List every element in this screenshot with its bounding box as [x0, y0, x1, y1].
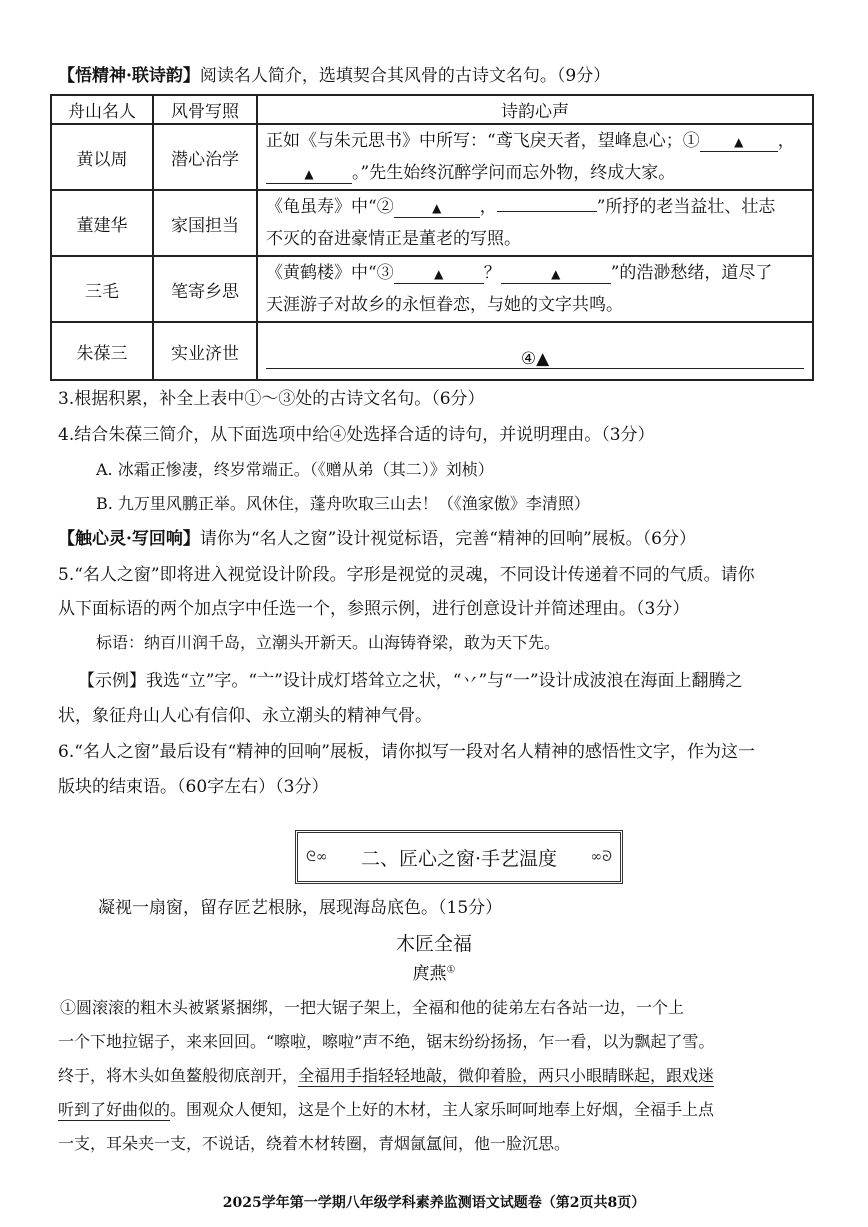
header-trait: 风骨写照: [153, 95, 257, 124]
para-text: 终于，将木头如鱼鳌般彻底剖开，: [58, 1066, 299, 1085]
answer-blank-1a[interactable]: [700, 132, 778, 152]
blank-mark: ▲: [734, 135, 744, 149]
row-verse: [257, 190, 813, 256]
blank-mark: ▲: [434, 267, 444, 281]
verse-text: 天涯游子对故乡的永恒眷恋，与她的文字共鸣。: [266, 295, 623, 315]
para-line: 一个下地拉锯子，来来回回。“嚓啦，嚓啦”声不绝，锯末纷纷扬扬，乍一看，以为飘起了雪。: [58, 1032, 715, 1051]
table-row: [51, 190, 813, 256]
intro-tag: 【悟精神·联诗韵】: [58, 66, 200, 86]
author: 庹燕: [412, 964, 447, 984]
blank-mark: ▲: [551, 267, 561, 281]
author-note: ①: [446, 964, 456, 976]
answer-blank-3b[interactable]: [501, 264, 611, 284]
question-6-line-2: 版块的结束语。（60字左右）（3分）: [58, 777, 329, 797]
author-line: [0, 959, 868, 984]
table-row: [51, 256, 813, 322]
underlined-text: 全福用手指轻轻地敲，微仰着脸，两只小眼睛眯起，跟戏迷: [298, 1066, 715, 1085]
page-footer: 2025学年第一学期八年级学科素养监测语文试题卷（第2页共8页）: [222, 1195, 646, 1211]
row-trait: 笔寄乡思: [153, 256, 257, 322]
blank-mark: ▲: [432, 201, 442, 215]
para-text: 。围观众人便知，这是个上好的木材，主人家乐呵呵地奉上好烟，全福手上点: [170, 1100, 715, 1119]
section-intro: 凝视一扇窗，留存匠艺根脉，展现海岛底色。（15分）: [98, 898, 503, 918]
answer-blank-2b[interactable]: [497, 211, 597, 212]
row-name: 黄以周: [51, 124, 153, 190]
verse-text: ？: [483, 263, 501, 283]
para-line: [58, 1059, 818, 1093]
intro-line: [58, 65, 610, 87]
question-3: 3.根据积累，补全上表中①～③处的古诗文名句。（6分）: [58, 389, 485, 409]
row-name: 朱葆三: [51, 322, 153, 380]
table-row: [51, 124, 813, 190]
article-paragraph-1: [58, 991, 818, 1161]
question-6-line-1: 6.“名人之窗”最后设有“精神的回响”展板，请你拟写一段对名人精神的感悟性文字，作为这一: [58, 742, 755, 762]
row-verse: 正如《与朱元思书》中所写：“鸢飞戾天者，望峰息心；① ▲ ， ▲ 。”先生始终沉醉学问而忘外物，终成大家。: [257, 124, 813, 190]
question-5-line-2: 从下面标语的两个加点字中任选一个，参照示例，进行创意设计并简述理由。（3分）: [58, 599, 690, 619]
table-header-row: [51, 95, 813, 124]
table-row: [51, 322, 813, 380]
verse-text: ，: [479, 197, 497, 217]
section-title-box: [295, 830, 623, 884]
article-title: 木匠全福: [395, 933, 472, 955]
header-name: 舟山名人: [51, 95, 153, 124]
row-verse: [257, 256, 813, 322]
answer-blank-3a[interactable]: [394, 264, 484, 284]
blank-mark: ▲: [304, 167, 314, 181]
row-name: 三毛: [51, 256, 153, 322]
example-line-2: 状，象征舟山人心有信仰、永立潮头的精神气骨。: [58, 706, 432, 726]
para-line: 一支，耳朵夹一支，不说话，绕着木材转圈，青烟氤氲间，他一脸沉思。: [58, 1134, 571, 1153]
header-verse: 诗韵心声: [257, 95, 813, 124]
touch-tag: 【触心灵·写回响】: [58, 529, 200, 549]
example-line-1: 【示例】我选“立”字。“亠”设计成灯塔耸立之状，“丷”与“一”设计成波浪在海面上翻腾之: [78, 671, 743, 691]
para-line: ①圆滚滚的粗木头被紧紧捆绑，一把大锯子架上，全福和他的徒弟左右各站一边，一个上: [60, 998, 685, 1017]
intro-text: 阅读名人简介，选填契合其风骨的古诗文名句。（9分）: [199, 66, 611, 86]
touch-line: [58, 528, 696, 550]
verse-text: 《龟虽寿》中“②: [266, 197, 394, 217]
verse-text: ”的浩渺愁绪，道尽了: [610, 263, 773, 283]
para-line: [58, 1093, 818, 1127]
verse-text: 正如《与朱元思书》中所写：“鸢飞戾天者，望峰息心；①: [266, 131, 700, 151]
section-title: 二、匠心之窗·手艺温度: [360, 847, 558, 870]
underlined-text: 听到了好曲似的: [58, 1100, 171, 1119]
option-a: A. 冰霜正惨凄，终岁常端正。（《赠从弟（其二）》刘桢）: [96, 460, 494, 479]
touch-text: 请你为“名人之窗”设计视觉标语，完善“精神的回响”展板。（6分）: [199, 529, 697, 549]
row-name: 董建华: [51, 190, 153, 256]
answer-blank-2a[interactable]: [394, 198, 480, 218]
verse-text: 《黄鹤楼》中“③: [266, 263, 394, 283]
row-verse: [257, 322, 813, 380]
question-4: 4.结合朱葆三简介，从下面选项中给④处选择合适的诗句，并说明理由。（3分）: [58, 425, 655, 445]
verse-text: 。”先生始终沉醉学问而忘外物，终成大家。: [352, 163, 676, 183]
answer-label-4: ④▲: [520, 349, 550, 369]
row-trait: 实业济世: [153, 322, 257, 380]
slogan: 标语：纳百川润千岛，立潮头开新天。山海铸脊梁，敢为天下先。: [96, 633, 561, 652]
row-trait: 潜心治学: [153, 124, 257, 190]
row-trait: 家国担当: [153, 190, 257, 256]
scroll-ornament-icon: ∞ᘐ: [590, 849, 612, 865]
verse-text: 不灭的奋进豪情正是董老的写照。: [266, 229, 521, 249]
answer-blank-1b[interactable]: [266, 164, 352, 184]
scroll-ornament-icon: ᘓ∞: [306, 849, 328, 865]
verse-text: ”所抒的老当益壮、壮志: [596, 197, 776, 217]
poetry-table: [50, 94, 814, 381]
question-5-line-1: 5.“名人之窗”即将进入视觉设计阶段。字形是视觉的灵魂，不同设计传递着不同的气质。请你: [58, 565, 755, 585]
option-b: B. 九万里风鹏正举。风休住，蓬舟吹取三山去！（《渔家傲》李清照）: [96, 494, 590, 513]
